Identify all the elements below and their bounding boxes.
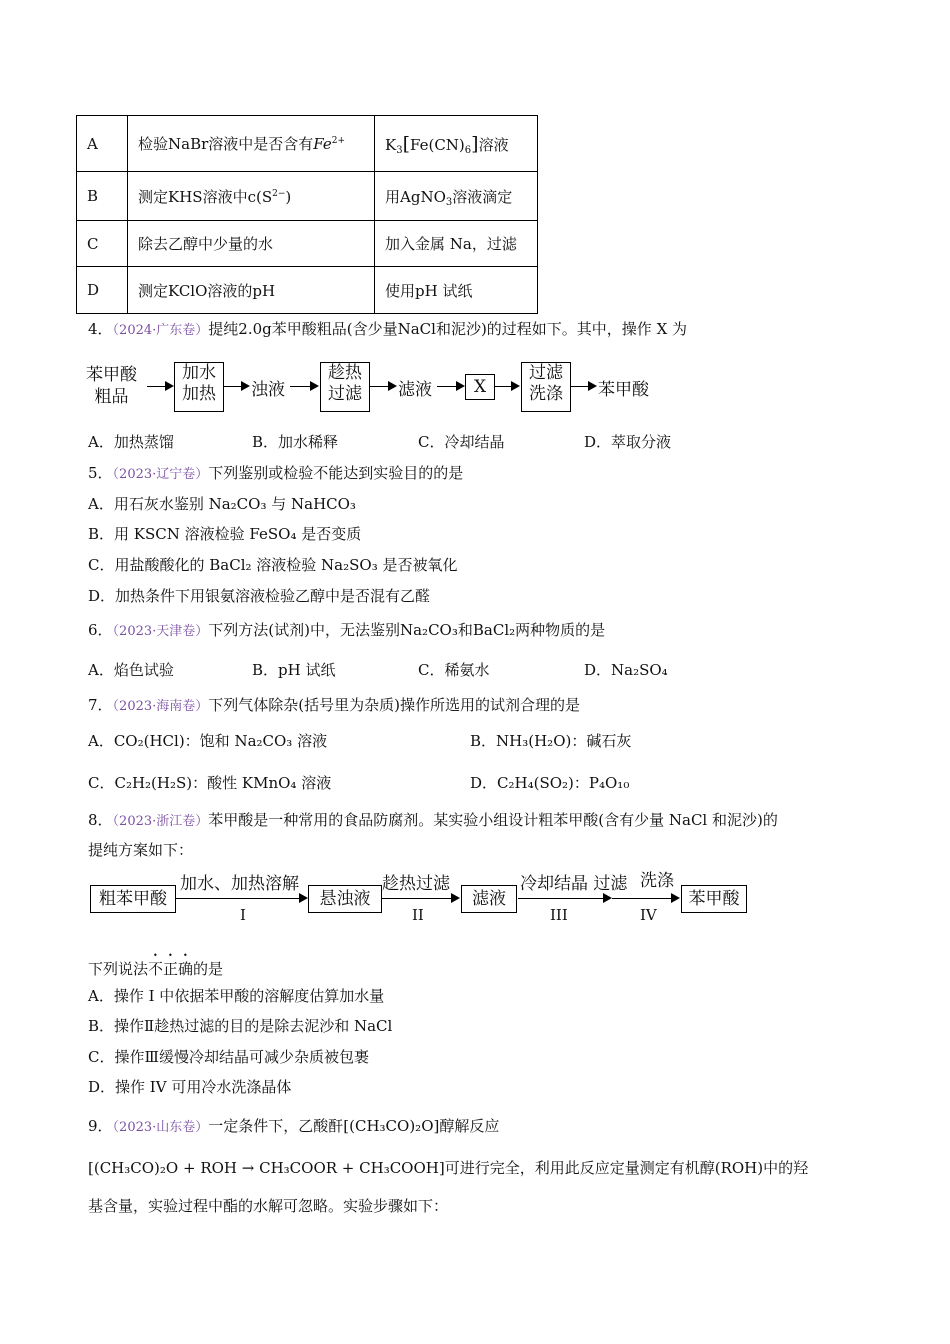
flow-start-line1: 苯甲酸 (86, 365, 137, 385)
flow-step1-label: 加水、加热溶解 (180, 874, 299, 894)
flow-arrow (224, 386, 248, 387)
flow-arrow (147, 386, 172, 387)
q8-stem-line1: 8．（2023·浙江卷）苯甲酸是一种常用的食品防腐剂。某实验小组设计粗苯甲酸(含有少量 NaCl 和泥沙)的 (88, 811, 778, 829)
q4-stem: 4．（2024·广东卷）提纯2.0g苯甲酸粗品(含少量NaCl和泥沙)的过程如下。其中，操作 X 为 (88, 320, 688, 338)
flow-start-line2: 粗品 (94, 387, 129, 407)
q6-option-a: A．焰色试验 (88, 661, 174, 679)
row-method: 测定KClO溶液的pH (128, 267, 375, 314)
flow-step3-label: 冷却结晶 过滤 (520, 874, 628, 894)
q8-option-c: C．操作Ⅲ缓慢冷却结晶可减少杂质被包裹 (88, 1048, 369, 1066)
flow-step2-roman: II (412, 906, 424, 924)
q9-stem-line2: [(CH₃CO)₂O + ROH → CH₃COOR + CH₃COOH]可进行完全，利用此反应定量测定有机醇(ROH)中的羟 (88, 1159, 809, 1177)
row-letter: B (77, 172, 128, 221)
flow-step2-label: 趁热过滤 (382, 874, 450, 894)
row-method: 除去乙醇中少量的水 (128, 221, 375, 267)
flow-box-hot-filter: 趁热 过滤 (320, 362, 370, 412)
flow-box-filter-wash: 过滤 洗涤 (521, 362, 571, 412)
q4-option-d: D．萃取分液 (584, 433, 672, 451)
flow-arrow (370, 386, 395, 387)
q7-stem: 7．（2023·海南卷）下列气体除杂(括号里为杂质)操作所选用的试剂合理的是 (88, 696, 580, 714)
flow-end: 苯甲酸 (598, 380, 649, 400)
source-tag: （2023·辽宁卷） (112, 467, 209, 482)
flow-arrow (176, 898, 306, 899)
q7-option-c: C．C₂H₂(H₂S)：酸性 KMnO₄ 溶液 (88, 774, 332, 792)
flow-box-add-water: 加水 加热 (174, 362, 224, 412)
q6-stem: 6．（2023·天津卷）下列方法(试剂)中，无法鉴别Na₂CO₃和BaCl₂两种物质的是 (88, 621, 606, 639)
flow-box-x: X (465, 374, 495, 400)
source-tag: （2023·浙江卷） (112, 814, 209, 829)
table-row (77, 267, 538, 314)
source-tag: （2023·天津卷） (112, 624, 209, 639)
row-reagent: $K_3[Fe(CN)_6]$溶液 (375, 116, 538, 172)
anhydride-formula: [(CH₃CO)₂O] (343, 1117, 440, 1135)
q9-stem-line1: 9．（2023·山东卷）一定条件下，乙酸酐[(CH₃CO)₂O]醇解反应 (88, 1117, 500, 1135)
q7-option-d: D．C₂H₄(SO₂)：P₄O₁₀ (470, 774, 630, 792)
flow-arrow (437, 386, 463, 387)
q8-question: 下列说法不正确的是 (88, 960, 224, 978)
q4-option-a: A．加热蒸馏 (88, 433, 174, 451)
flow-arrow (612, 898, 678, 899)
options-table (76, 115, 538, 314)
flow-box-filtrate: 滤液 (461, 885, 517, 913)
q7-option-a: A．CO₂(HCl)：饱和 Na₂CO₃ 溶液 (88, 732, 328, 750)
flow-box-product: 苯甲酸 (681, 885, 747, 913)
row-method: 检验NaBr溶液中是否含有$Fe^{2+}$ (128, 116, 375, 172)
q7-option-b: B．NH₃(H₂O)：碱石灰 (470, 732, 632, 750)
row-letter: C (77, 221, 128, 267)
flow-step4-label: 洗涤 (640, 871, 674, 891)
row-method: 测定KHS溶液中$c(S^{2-})$ (128, 172, 375, 221)
row-reagent: 用AgNO$_3$溶液滴定 (375, 172, 538, 221)
flow-arrow (290, 386, 317, 387)
flow-box-suspension: 悬浊液 (308, 885, 382, 913)
table-row (77, 116, 538, 172)
row-reagent: 加入金属 Na，过滤 (375, 221, 538, 267)
flow-filtrate: 滤液 (398, 380, 432, 400)
q4-option-c: C．冷却结晶 (418, 433, 505, 451)
flow-arrow (495, 386, 518, 387)
q5-option-a: A．用石灰水鉴别 Na₂CO₃ 与 NaHCO₃ (88, 495, 356, 513)
q5-option-d: D．加热条件下用银氨溶液检验乙醇中是否混有乙醛 (88, 587, 431, 605)
flow-arrow (518, 898, 610, 899)
emphasis-dotted: 不正确 (148, 960, 194, 978)
flow-arrow (382, 898, 458, 899)
q5-stem: 5．（2023·辽宁卷）下列鉴别或检验不能达到实验目的的是 (88, 464, 464, 482)
row-letter: D (77, 267, 128, 314)
q5-option-b: B．用 KSCN 溶液检验 FeSO₄ 是否变质 (88, 525, 362, 543)
flow-turbid: 浊液 (251, 380, 285, 400)
flow-step3-roman: III (550, 906, 568, 924)
source-tag: （2024·广东卷） (112, 323, 209, 338)
q4-option-b: B．加水稀释 (252, 433, 339, 451)
q6-option-c: C．稀氨水 (418, 661, 490, 679)
q8-option-d: D．操作 IV 可用冷水洗涤晶体 (88, 1078, 292, 1096)
q8-option-a: A．操作 I 中依据苯甲酸的溶解度估算加水量 (88, 987, 385, 1005)
q6-option-b: B．pH 试纸 (252, 661, 336, 679)
table-row (77, 221, 538, 267)
row-letter: A (77, 116, 128, 172)
table-row (77, 172, 538, 221)
q8-option-b: B．操作Ⅱ趁热过滤的目的是除去泥沙和 NaCl (88, 1017, 393, 1035)
q5-option-c: C．用盐酸酸化的 BaCl₂ 溶液检验 Na₂SO₃ 是否被氧化 (88, 556, 458, 574)
q9-stem-line3: 基含量，实验过程中酯的水解可忽略。实验步骤如下： (88, 1197, 449, 1215)
q8-stem-line2: 提纯方案如下： (88, 841, 194, 859)
flow-step4-roman: IV (640, 906, 657, 924)
q6-option-d: D．Na₂SO₄ (584, 661, 668, 679)
flow-box-crude: 粗苯甲酸 (90, 885, 176, 913)
flow-step1-roman: I (240, 906, 246, 924)
source-tag: （2023·海南卷） (112, 699, 209, 714)
source-tag: （2023·山东卷） (112, 1120, 209, 1135)
row-reagent: 使用pH 试纸 (375, 267, 538, 314)
reaction-equation: [(CH₃CO)₂O + ROH → CH₃COOR + CH₃COOH] (88, 1159, 445, 1177)
flow-arrow (571, 386, 595, 387)
